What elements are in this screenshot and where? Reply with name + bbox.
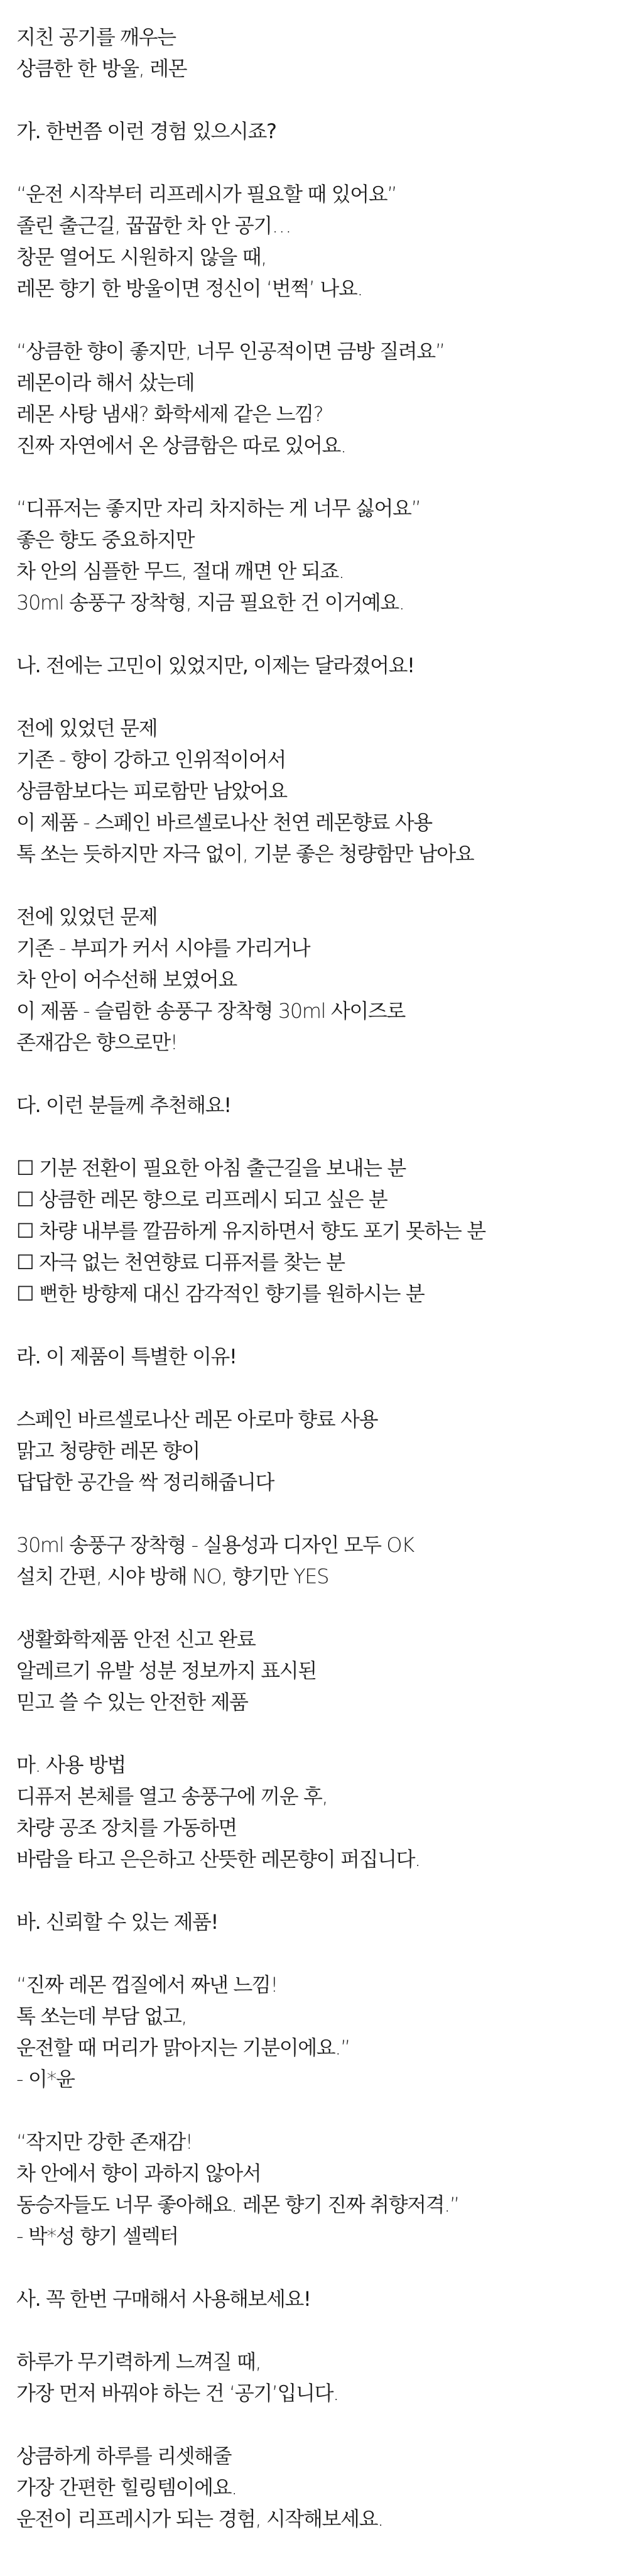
text-paragraph xyxy=(16,1749,628,1875)
text-line: 가장 먼저 바꿔야 하는 건 ‘공기’입니다. xyxy=(16,2381,338,2405)
text-paragraph xyxy=(16,2126,628,2252)
text-paragraph xyxy=(16,2346,628,2409)
section-heading xyxy=(16,1906,628,1938)
text-paragraph xyxy=(16,901,628,1058)
text-line: 톡 쏘는데 부담 없고, xyxy=(16,2004,187,2028)
text-line: 30ml 송풍구 장착형 - 실용성과 디자인 모두 OK xyxy=(16,1533,414,1557)
text-line: 답답한 공간을 싹 정리해줍니다 xyxy=(16,1470,274,1494)
text-line: 톡 쏘는 듯하지만 자극 없이, 기분 좋은 청량함만 남아요 xyxy=(16,842,474,866)
text-line: 이 제품 - 스페인 바르셀로나산 천연 레몬향료 사용 xyxy=(16,810,432,834)
text-line: 졸린 출근길, 꿉꿉한 차 안 공기… xyxy=(16,214,291,237)
heading-line: 라. 이 제품이 특별한 이유! xyxy=(16,1345,237,1368)
text-line: 운전이 리프레시가 되는 경험, 시작해보세요. xyxy=(16,2507,383,2531)
text-line: 생활화학제품 안전 신고 완료 xyxy=(16,1627,256,1651)
text-line: 기존 - 부피가 커서 시야를 가리거나 xyxy=(16,936,310,960)
text-paragraph xyxy=(16,1624,628,1718)
heading-line: 가. 한번쯤 이런 경험 있으시죠? xyxy=(16,119,276,143)
text-paragraph xyxy=(16,21,628,84)
text-paragraph xyxy=(16,493,628,618)
text-line: 가장 간편한 힐링템이에요. xyxy=(16,2475,237,2499)
text-line: 믿고 쓸 수 있는 안전한 제품 xyxy=(16,1690,248,1714)
text-line: 30ml 송풍구 장착형, 지금 필요한 건 이거예요. xyxy=(16,591,404,614)
heading-line: 다. 이런 분들께 추천해요! xyxy=(16,1093,231,1117)
text-paragraph xyxy=(16,1404,628,1498)
text-line: “진짜 레몬 껍질에서 짜낸 느낌! xyxy=(16,1973,278,1997)
text-paragraph xyxy=(16,1152,628,1309)
text-paragraph xyxy=(16,1529,628,1592)
text-line: - 박*성 향기 셀렉터 xyxy=(16,2224,178,2248)
text-line: 전에 있었던 문제 xyxy=(16,905,158,929)
text-paragraph xyxy=(16,2440,628,2535)
text-line: “디퓨저는 좋지만 자리 차지하는 게 너무 싫어요” xyxy=(16,496,421,520)
text-line: 설치 간편, 시야 방해 NO, 향기만 YES xyxy=(16,1564,329,1588)
heading-line: 사. 꼭 한번 구매해서 사용해보세요! xyxy=(16,2287,311,2311)
section-heading xyxy=(16,2283,628,2315)
text-line: 운전할 때 머리가 맑아지는 기분이에요.” xyxy=(16,2036,350,2060)
text-line: 차량 공조 장치를 가동하면 xyxy=(16,1816,237,1840)
text-line: ☐ 기분 전환이 필요한 아침 출근길을 보내는 분 xyxy=(16,1156,406,1180)
text-line: ☐ 차량 내부를 깔끔하게 유지하면서 향도 포기 못하는 분 xyxy=(16,1219,485,1243)
text-line: 상큼하게 하루를 리셋해줄 xyxy=(16,2444,232,2468)
section-heading xyxy=(16,650,628,681)
text-line: 상큼한 한 방울, 레몬 xyxy=(16,57,187,80)
text-line: 상큼함보다는 피로함만 남았어요 xyxy=(16,779,287,803)
text-line: - 이*윤 xyxy=(16,2067,75,2091)
text-line: “작지만 강한 존재감! xyxy=(16,2130,193,2154)
text-line: ☐ 뻔한 방향제 대신 감각적인 향기를 원하시는 분 xyxy=(16,1282,425,1306)
text-line: 마. 사용 방법 xyxy=(16,1753,126,1777)
text-line: 진짜 자연에서 온 상큼함은 따로 있어요. xyxy=(16,434,346,457)
text-line: 차 안의 심플한 무드, 절대 깨면 안 되죠. xyxy=(16,559,344,583)
text-paragraph xyxy=(16,1969,628,2095)
text-line: 알레르기 유발 성분 정보까지 표시된 xyxy=(16,1659,317,1683)
text-paragraph xyxy=(16,336,628,461)
heading-line: 나. 전에는 고민이 있었지만, 이제는 달라졌어요! xyxy=(16,653,414,677)
text-line: 좋은 향도 중요하지만 xyxy=(16,528,195,552)
text-line: ☐ 상큼한 레몬 향으로 리프레시 되고 싶은 분 xyxy=(16,1187,387,1211)
text-line: 창문 열어도 시원하지 않을 때, xyxy=(16,245,267,269)
text-line: 맑고 청량한 레몬 향이 xyxy=(16,1439,200,1463)
text-line: 전에 있었던 문제 xyxy=(16,716,158,740)
text-line: 동승자들도 너무 좋아해요. 레몬 향기 진짜 취향저격.” xyxy=(16,2193,460,2217)
text-line: 레몬이라 해서 샀는데 xyxy=(16,371,195,395)
text-line: 존재감은 향으로만! xyxy=(16,1030,178,1054)
text-line: 차 안이 어수선해 보였어요 xyxy=(16,968,237,991)
section-heading xyxy=(16,1089,628,1121)
text-line: “상큼한 향이 좋지만, 너무 인공적이면 금방 질려요” xyxy=(16,339,445,363)
text-line: 레몬 사탕 냄새? 화학세제 같은 느낌? xyxy=(16,402,323,426)
text-paragraph xyxy=(16,712,628,870)
text-line: 하루가 무기력하게 느껴질 때, xyxy=(16,2350,261,2374)
text-line: 기존 - 향이 강하고 인위적이어서 xyxy=(16,748,286,772)
section-heading xyxy=(16,1341,628,1372)
text-line: 스페인 바르셀로나산 레몬 아로마 향료 사용 xyxy=(16,1407,378,1431)
heading-line: 바. 신뢰할 수 있는 제품! xyxy=(16,1910,218,1934)
text-line: 디퓨저 본체를 열고 송풍구에 끼운 후, xyxy=(16,1784,328,1808)
section-heading xyxy=(16,116,628,147)
text-line: “운전 시작부터 리프레시가 필요할 때 있어요” xyxy=(16,182,397,206)
text-line: 지친 공기를 깨우는 xyxy=(16,25,176,49)
text-line: 바람을 타고 은은하고 산뜻한 레몬향이 퍼집니다. xyxy=(16,1847,420,1871)
text-line: ☐ 자극 없는 천연향료 디퓨저를 찾는 분 xyxy=(16,1250,345,1274)
text-line: 레몬 향기 한 방울이면 정신이 ‘번쩍’ 나요. xyxy=(16,276,363,300)
text-line: 차 안에서 향이 과하지 않아서 xyxy=(16,2161,261,2185)
text-paragraph xyxy=(16,178,628,304)
text-line: 이 제품 - 슬림한 송풍구 장착형 30ml 사이즈로 xyxy=(16,999,405,1023)
